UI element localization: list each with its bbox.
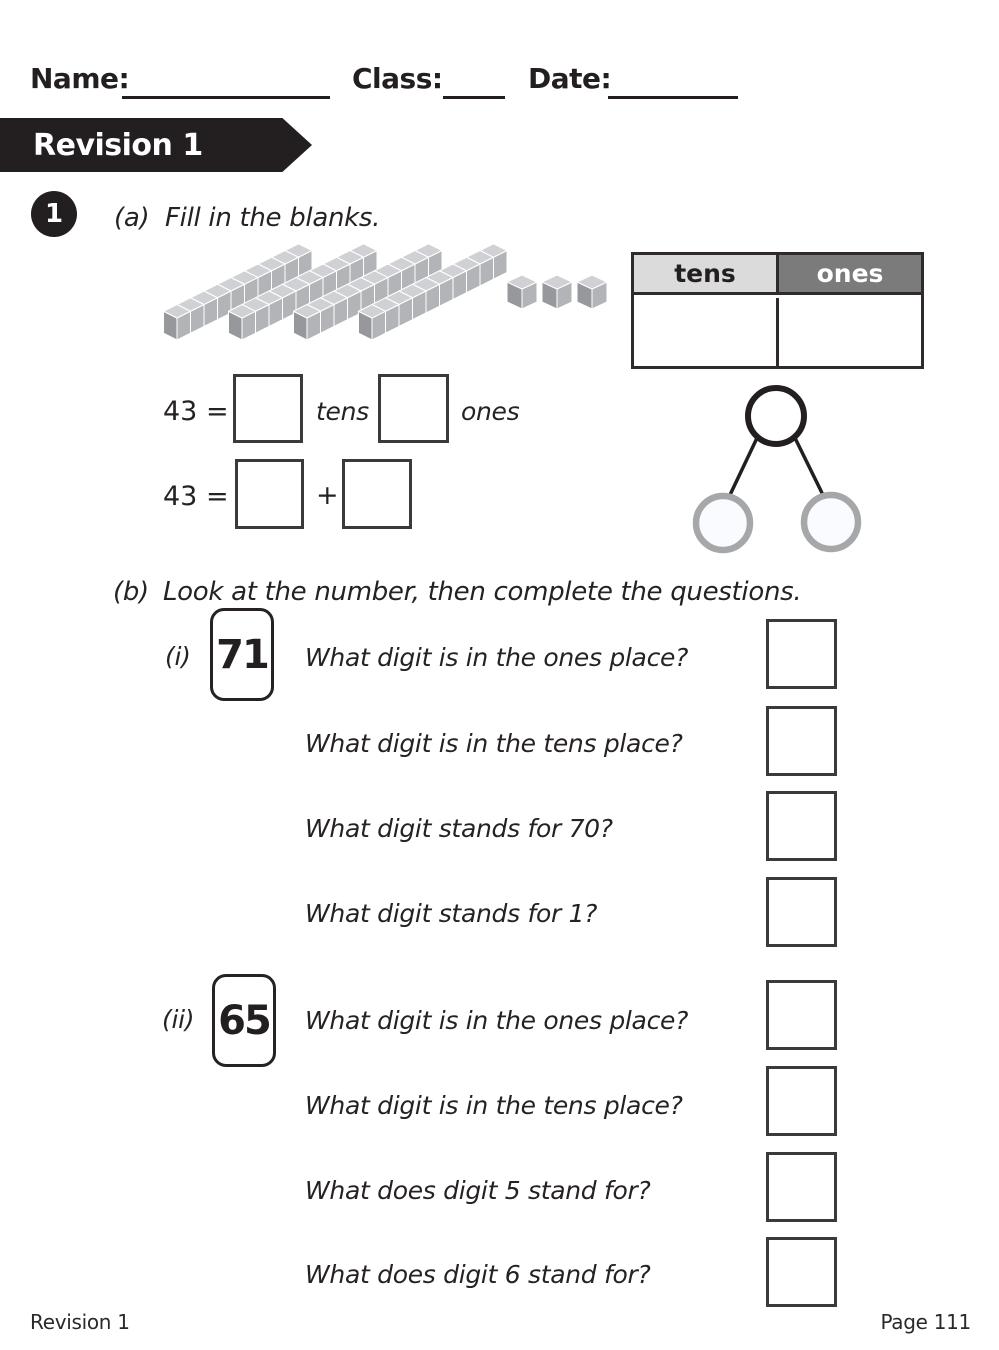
bond-part-left-circle[interactable] xyxy=(696,496,750,550)
item-i-label: (i) xyxy=(165,642,191,671)
eq2-first-answer-box[interactable] xyxy=(235,459,304,529)
eq1-ones-label: ones xyxy=(461,397,520,426)
part-b-label: (b) xyxy=(113,577,149,607)
eq2-lhs: 43 = xyxy=(163,481,229,512)
question-text: What digit stands for 70? xyxy=(305,814,613,843)
answer-box-i-3[interactable] xyxy=(766,791,837,861)
date-label: Date: xyxy=(528,62,612,95)
table-header-tens: tens xyxy=(634,255,779,295)
bond-part-right-circle[interactable] xyxy=(804,495,858,549)
eq1-lhs: 43 = xyxy=(163,396,229,427)
footer-section-name: Revision 1 xyxy=(30,1310,130,1334)
question-number-badge: 1 xyxy=(31,191,77,237)
question-text: What digit is in the tens place? xyxy=(305,729,683,758)
footer-page-number: Page 111 xyxy=(880,1310,971,1334)
question-text: What digit stands for 1? xyxy=(305,899,598,928)
item-ii-label: (ii) xyxy=(162,1005,195,1034)
date-input-line[interactable] xyxy=(608,62,738,99)
answer-box-ii-4[interactable] xyxy=(766,1237,837,1307)
eq1-ones-answer-box[interactable] xyxy=(378,374,449,443)
eq2-plus-sign: + xyxy=(316,480,339,511)
part-a-label: (a) xyxy=(114,203,150,233)
answer-box-i-4[interactable] xyxy=(766,877,837,947)
number-card-65: 65 xyxy=(212,974,276,1067)
question-text: What digit is in the tens place? xyxy=(305,1091,683,1120)
question-text: What does digit 5 stand for? xyxy=(305,1176,651,1205)
question-text: What does digit 6 stand for? xyxy=(305,1260,651,1289)
question-text: What digit is in the ones place? xyxy=(305,643,689,672)
bond-whole-circle[interactable] xyxy=(748,388,804,444)
part-b-instruction: Look at the number, then complete the questions. xyxy=(163,577,802,607)
name-input-line[interactable] xyxy=(122,62,330,99)
eq1-tens-label: tens xyxy=(316,397,369,426)
section-banner-title: Revision 1 xyxy=(33,128,203,163)
place-value-table xyxy=(631,252,924,369)
table-header-ones: ones xyxy=(779,255,921,295)
eq1-tens-answer-box[interactable] xyxy=(233,374,303,443)
question-text: What digit is in the ones place? xyxy=(305,1006,689,1035)
answer-box-i-2[interactable] xyxy=(766,706,837,776)
base-ten-blocks-image xyxy=(140,235,620,355)
class-label: Class: xyxy=(352,62,443,95)
number-bond-diagram xyxy=(650,375,880,560)
answer-box-i-1[interactable] xyxy=(766,619,837,689)
eq2-second-answer-box[interactable] xyxy=(342,459,412,529)
class-input-line[interactable] xyxy=(443,62,505,99)
answer-box-ii-3[interactable] xyxy=(766,1152,837,1222)
answer-box-ii-1[interactable] xyxy=(766,980,837,1050)
part-a-instruction: Fill in the blanks. xyxy=(165,203,381,233)
name-label: Name: xyxy=(30,62,130,95)
table-cell-ones-answer[interactable] xyxy=(779,298,921,366)
table-cell-tens-answer[interactable] xyxy=(634,298,779,366)
answer-box-ii-2[interactable] xyxy=(766,1066,837,1136)
number-card-71: 71 xyxy=(210,608,274,701)
